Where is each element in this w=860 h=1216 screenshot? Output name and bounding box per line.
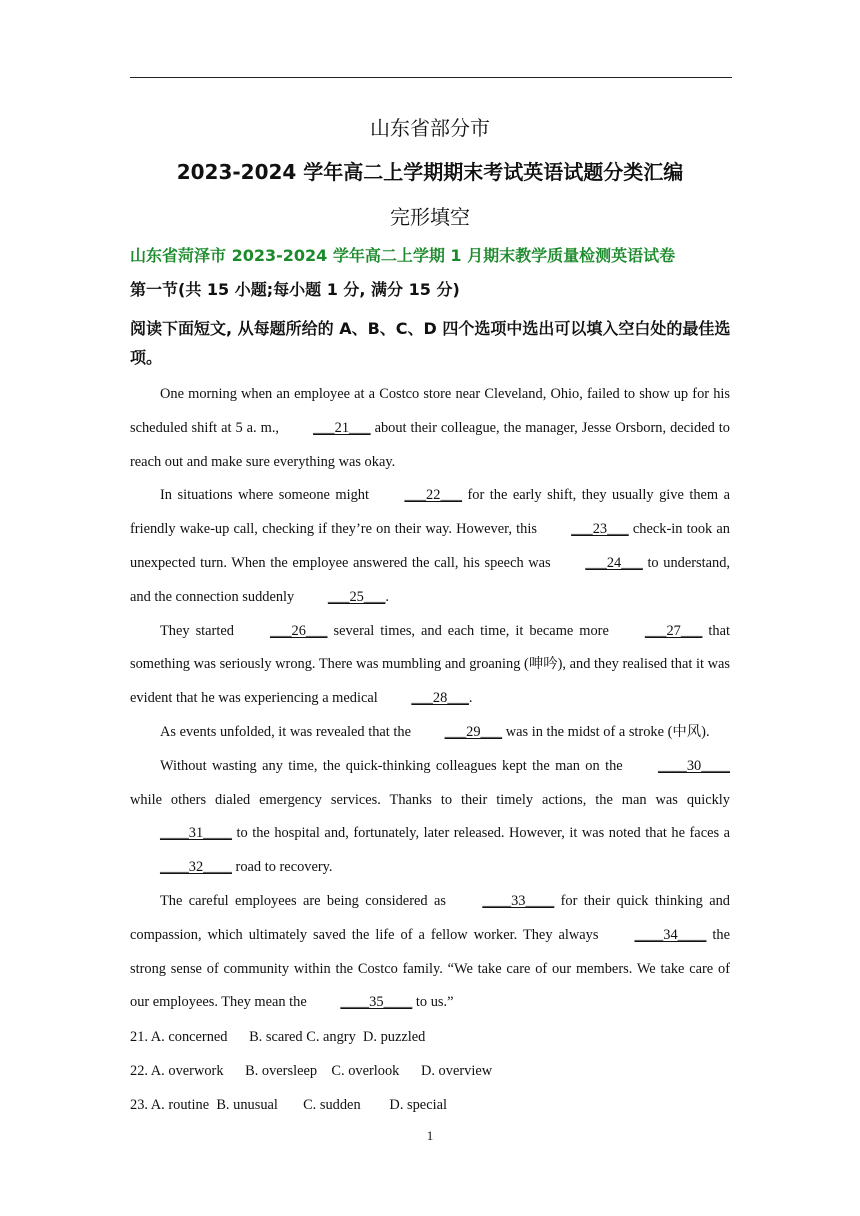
passage-paragraph-5 xyxy=(130,750,730,885)
passage-text: The careful employees are being considered as xyxy=(160,892,453,909)
answer-options xyxy=(130,1020,730,1122)
passage-text: check-in took an unexpected turn. When the employee answered the call, his speech was xyxy=(130,521,730,571)
blank-22: ___22___ xyxy=(404,487,463,504)
blank-25: ___25___ xyxy=(327,588,386,605)
doc-title-category: 完形填空 xyxy=(390,205,470,229)
passage-paragraph-4 xyxy=(130,716,730,750)
passage-text: As events unfolded, it was revealed that the xyxy=(160,723,415,740)
blank-32: ____32____ xyxy=(160,859,232,876)
passage-text: while others dialed emergency services. Thanks to their timely actions, the man was quickly xyxy=(130,791,730,808)
passage-text: to us.” xyxy=(412,994,454,1011)
blank-31: ____31____ xyxy=(160,825,232,842)
passage-text: to understand, and the connection suddenly xyxy=(130,554,730,605)
option-row-21: 21. A. concerned B. scared C. angry D. puzzled xyxy=(130,1029,426,1045)
blank-29: ___29___ xyxy=(444,723,503,740)
passage-text: road to recovery. xyxy=(231,859,333,876)
blank-21: ___21___ xyxy=(313,419,371,436)
blank-34: ____34____ xyxy=(634,926,707,943)
passage-paragraph-2 xyxy=(130,479,730,614)
blank-23: ___23___ xyxy=(571,521,629,538)
passage-text: that something was seriously wrong. There was mumbling and groaning (呻吟), and they realised that it was evident that he was experiencing a medical xyxy=(130,622,731,707)
passage-paragraph-6 xyxy=(130,885,730,1020)
doc-title-main: 2023-2024 学年高二上学期期末考试英语试题分类汇编 xyxy=(176,160,684,184)
option-row-23: 23. A. routine B. unusual C. sudden D. special xyxy=(130,1097,447,1113)
instructions: 阅读下面短文, 从每题所给的 A、B、C、D 四个选项中选出可以填入空白处的最佳选项。 xyxy=(130,319,731,367)
blank-30: ____30____ xyxy=(658,757,730,774)
passage-text: the strong sense of community within the Costco family. “We take care of our members. We take care of our employees. They mean the xyxy=(130,926,730,1011)
passage-text: for their quick thinking and compassion, which ultimately saved the life of a fellow worker. They always xyxy=(130,892,730,943)
passage-text: several times, and each time, it became more xyxy=(327,622,615,639)
passage-text: . xyxy=(468,690,473,707)
passage-text: In situations where someone might xyxy=(160,487,375,504)
blank-33: ____33____ xyxy=(482,892,555,909)
doc-title-province: 山东省部分市 xyxy=(370,116,490,140)
page-number: 1 xyxy=(426,1128,434,1143)
blank-24: ___24___ xyxy=(585,554,643,571)
blank-27: ___27___ xyxy=(644,622,703,639)
passage-text: One morning when an employee at a Costco store near Cleveland, Ohio, failed to show up for his scheduled shift at 5 a. m., xyxy=(130,386,730,436)
passage-text: Without wasting any time, the quick-thinking colleagues kept the man on the xyxy=(160,757,629,774)
blank-28: ___28___ xyxy=(411,690,469,707)
passage-text: for the early shift, they usually give them a friendly wake-up call, checking if they’re on their way. However, this xyxy=(130,487,730,538)
passage-text: was in the midst of a stroke (中风). xyxy=(502,723,710,740)
passage-text: They started xyxy=(160,622,240,639)
passage-text: to the hospital and, fortunately, later released. However, it was noted that he faces a xyxy=(231,825,730,842)
blank-35: ____35____ xyxy=(340,994,413,1011)
cloze-passage xyxy=(130,378,730,1020)
header-rule xyxy=(130,77,732,78)
passage-text: . xyxy=(385,588,390,605)
exam-source-heading: 山东省菏泽市 2023-2024 学年高二上学期 1 月期末教学质量检测英语试卷 xyxy=(130,246,676,265)
passage-text: about their colleague, the manager, Jesse Orsborn, decided to reach out and make sure everything was okay. xyxy=(130,419,730,470)
option-row-22: 22. A. overwork B. oversleep C. overlook D. overview xyxy=(130,1063,493,1079)
passage-paragraph-3 xyxy=(130,615,730,716)
section-heading: 第一节(共 15 小题;每小题 1 分, 满分 15 分) xyxy=(130,280,460,299)
passage-paragraph-1 xyxy=(130,378,730,479)
blank-26: ___26___ xyxy=(269,622,328,639)
